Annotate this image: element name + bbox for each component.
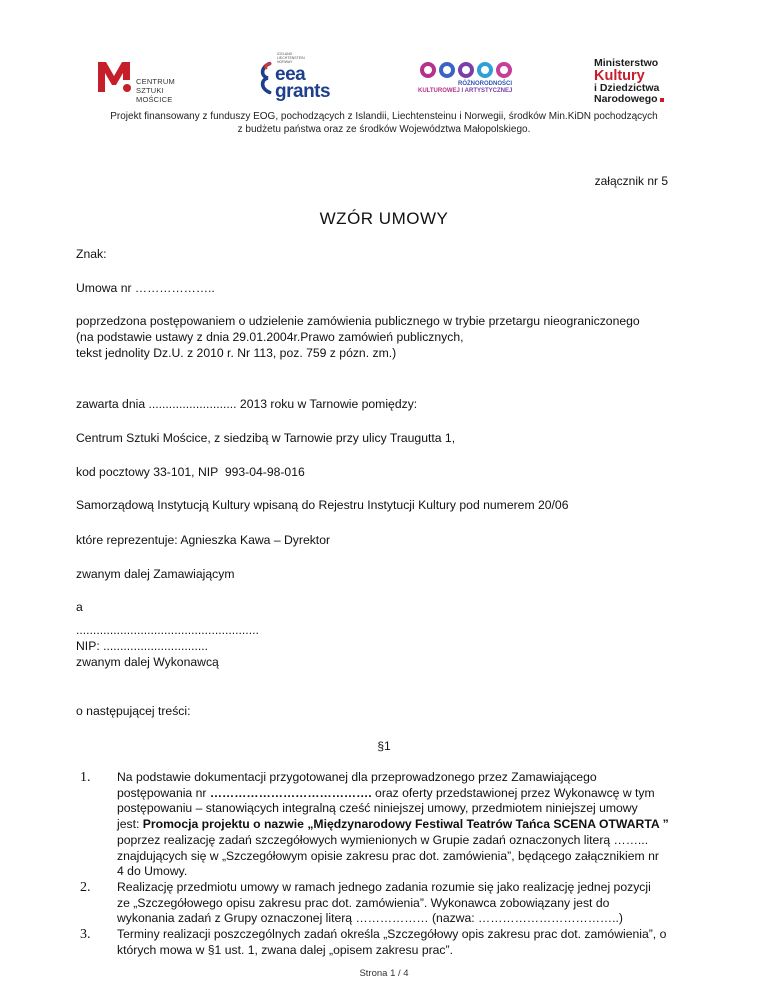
procedure-line-2: (na podstawie ustawy z dnia 29.01.2004r.Prawo zamówień publicznych,	[76, 330, 464, 344]
ministry-line1: Ministerstwo	[594, 57, 659, 69]
diversity-circles-icon	[418, 60, 518, 80]
funding-note: Projekt finansowany z funduszy EOG, pochodzących z Islandii, Liechtensteinu i Norwegii, środków Min.KiDN pochodzących z budżetu państwa oraz ze środków Województwa Małopolskiego.	[110, 111, 658, 135]
annex-label: załącznik nr 5	[594, 174, 668, 188]
clause-number: 2.	[80, 880, 91, 895]
section-heading: §1	[377, 739, 391, 753]
postal-code-line: kod pocztowy 33-101, NIP 993-04-98-016	[76, 465, 305, 479]
page-footer: Strona 1 / 4	[359, 968, 409, 979]
clause-number: 3.	[80, 927, 91, 942]
logos-row	[0, 52, 768, 108]
diversity-logo	[418, 60, 518, 100]
eea-grants-logo	[255, 52, 335, 104]
contract-number-line: Umowa nr ………………..	[76, 281, 215, 295]
csm-m-mark-icon	[96, 58, 136, 94]
eea-swirl-icon	[257, 58, 275, 98]
csm-logo-text: CENTRUM SZTUKI MOŚCICE	[136, 77, 175, 104]
diversity-line2: KULTUROWEJ I ARTYSTYCZNEJ	[418, 88, 513, 94]
ministry-line3: i Dziedzictwa	[594, 82, 660, 94]
clause-body: Terminy realizacji poszczególnych zadań określa „Szczegółowy opis zakresu prac dot. zamówienia”, o których mowa w §1 ust. 1, zwana dalej „opisem zakresu prac”.	[117, 927, 667, 957]
procedure-line-1: poprzedzona postępowaniem o udzielenie zamówienia publicznego w trybie przetargu nieograniczonego	[76, 314, 640, 328]
contractor-dots-line: ......................................................	[76, 623, 259, 637]
clause-body: Na podstawie dokumentacji przygotowanej dla przeprowadzonego przez Zamawiającego postępowania nr …………………………………. oraz oferty przedstawionej przez Wykonawcę w tym postępowaniu – stanowiących integralną cześć niniejszej umowy, przedmiotem niniejszej umowy jest: Promocja projektu o nazwie „Międzynarodowy Festiwal Teatrów Tańca SCENA OTWARTA ” poprzez realizację zadań szczegółowych wymienionych w Grupie zadań oznaczonych literą ……... znajdujących się w „Szczegółowym opisie zakresu prac dot. zamówienia”, będącego załącznikiem nr 4 do Umowy.	[117, 770, 669, 879]
concluded-line: zawarta dnia .......................... 2013 roku w Tarnowie pomiędzy:	[76, 397, 418, 411]
ordering-party-line: zwanym dalej Zamawiającym	[76, 567, 235, 581]
clause-body: Realizację przedmiotu umowy w ramach jednego zadania rozumie się jako realizację jednej pozycji ze „Szczegółowego opisu zakresu prac dot. zamówienia”. Wykonawca zobowiązany jest do wykonania zadań z Grupy oznaczonej literą ……………… (nazwa: ……………………………..)	[117, 880, 651, 926]
contractor-line: zwanym dalej Wykonawcą	[76, 655, 219, 669]
ministry-logo	[594, 58, 676, 106]
document-title: WZÓR UMOWY	[319, 209, 449, 228]
centrum-line: Centrum Sztuki Mościce, z siedzibą w Tarnowie przy ulicy Traugutta 1,	[76, 431, 456, 445]
clause-number: 1.	[80, 770, 91, 785]
content-intro-line: o następującej treści:	[76, 704, 191, 718]
eea-wordmark: eea grants	[275, 64, 331, 102]
eea-countries-text: ICELAND LIECHTENSTEIN NORWAY	[277, 52, 305, 64]
contractor-nip-line: NIP: ...............................	[76, 639, 209, 653]
and-line: a	[76, 600, 83, 614]
representative-line: które reprezentuje: Agnieszka Kawa – Dyrektor	[76, 533, 331, 547]
csm-logo	[96, 58, 186, 102]
sign-line: Znak:	[76, 247, 107, 261]
institution-line: Samorządową Instytucją Kultury wpisaną do Rejestru Instytucji Kultury pod numerem 20/06	[76, 498, 569, 512]
ministry-line4: Narodowego	[594, 94, 676, 105]
procedure-line-3: tekst jednolity Dz.U. z 2010 r. Nr 113, poz. 759 z pózn. zm.)	[76, 346, 397, 360]
ministry-line2: Kultury	[594, 68, 645, 84]
diversity-line1: RÓŻNORODNOŚCI	[458, 81, 512, 87]
